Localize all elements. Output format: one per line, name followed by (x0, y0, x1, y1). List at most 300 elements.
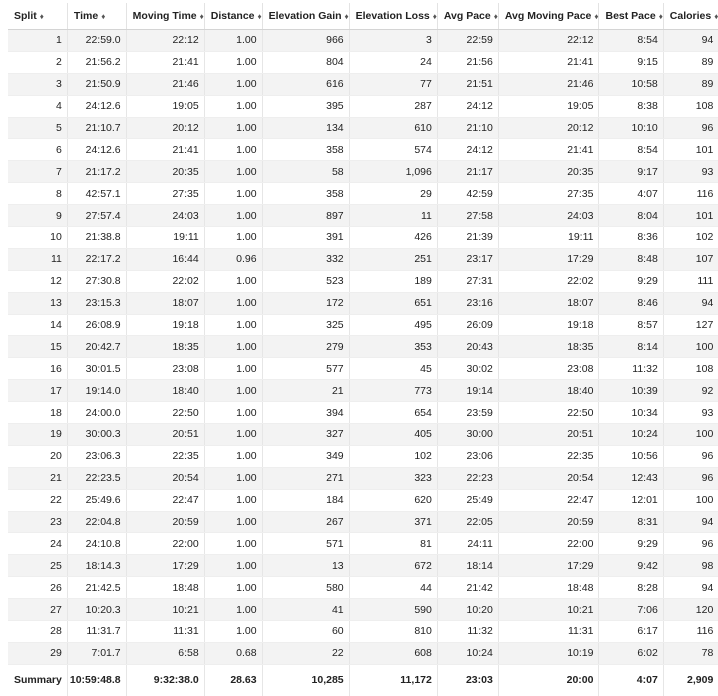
table-cell: 20:51 (498, 424, 599, 446)
table-cell: 22:23 (437, 467, 498, 489)
sort-arrows-icon[interactable]: ♦ (714, 12, 718, 21)
table-row (8, 380, 718, 402)
table-cell: 29 (349, 183, 437, 205)
table-cell: 0.68 (204, 642, 262, 664)
table-body (8, 30, 718, 665)
table-cell: 3 (8, 73, 67, 95)
table-row (8, 205, 718, 227)
table-cell: 3 (349, 30, 437, 52)
sort-arrows-icon[interactable]: ♦ (344, 12, 349, 21)
table-cell: 11:31 (498, 621, 599, 643)
table-cell: 18:14.3 (67, 555, 126, 577)
table-cell: 172 (262, 292, 349, 314)
column-header-label: Moving Time (132, 10, 197, 22)
table-row (8, 161, 718, 183)
table-cell: 1.00 (204, 336, 262, 358)
column-header-label: Distance (210, 10, 255, 22)
table-cell: 20:35 (126, 161, 204, 183)
table-cell: 4 (8, 95, 67, 117)
table-cell: 24:11 (437, 533, 498, 555)
table-cell: 24:00.0 (67, 402, 126, 424)
table-cell: 22:59.0 (67, 30, 126, 52)
table-cell: 108 (663, 95, 718, 117)
table-cell: 16 (8, 358, 67, 380)
table-cell: 15 (8, 336, 67, 358)
table-cell: 22 (8, 489, 67, 511)
table-cell: 96 (663, 467, 718, 489)
table-cell: 93 (663, 161, 718, 183)
table-cell: 20 (8, 445, 67, 467)
table-cell: 29 (8, 642, 67, 664)
table-cell: 10:34 (599, 402, 663, 424)
sort-arrows-icon[interactable]: ♦ (432, 12, 437, 21)
table-cell: 1.00 (204, 73, 262, 95)
table-cell: 18 (8, 402, 67, 424)
table-cell: 27:35 (126, 183, 204, 205)
table-cell: 27:57.4 (67, 205, 126, 227)
table-cell: 1.00 (204, 30, 262, 52)
table-cell: 116 (663, 183, 718, 205)
table-cell: 18:35 (126, 336, 204, 358)
table-row (8, 51, 718, 73)
table-cell: 1.00 (204, 621, 262, 643)
table-cell: 24 (349, 51, 437, 73)
table-cell: 23 (8, 511, 67, 533)
sort-arrows-icon[interactable]: ♦ (594, 12, 599, 21)
table-cell: 22:12 (498, 30, 599, 52)
table-cell: 24:03 (498, 205, 599, 227)
table-cell: 1.00 (204, 511, 262, 533)
table-cell: 21:41 (498, 139, 599, 161)
table-cell: 580 (262, 577, 349, 599)
table-cell: 8:31 (599, 511, 663, 533)
table-cell: 21:17 (437, 161, 498, 183)
table-cell: 93 (663, 402, 718, 424)
table-row (8, 642, 718, 664)
table-cell: 18:40 (126, 380, 204, 402)
table-row (8, 424, 718, 446)
table-cell: 19:14.0 (67, 380, 126, 402)
table-cell: 13 (8, 292, 67, 314)
table-cell: 30:02 (437, 358, 498, 380)
table-row (8, 314, 718, 336)
summary-cell: 10,285 (262, 664, 349, 696)
table-row (8, 599, 718, 621)
column-header-split[interactable] (8, 3, 67, 30)
table-cell: 9:29 (599, 270, 663, 292)
table-cell: 1.00 (204, 599, 262, 621)
table-cell: 1.00 (204, 577, 262, 599)
column-header-label: Calories (669, 10, 712, 22)
table-cell: 966 (262, 30, 349, 52)
table-cell: 897 (262, 205, 349, 227)
table-cell: 523 (262, 270, 349, 292)
table-cell: 58 (262, 161, 349, 183)
table-row (8, 292, 718, 314)
table-cell: 672 (349, 555, 437, 577)
table-row (8, 336, 718, 358)
table-cell: 27:58 (437, 205, 498, 227)
table-cell: 10 (8, 227, 67, 249)
table-cell: 271 (262, 467, 349, 489)
table-cell: 24:12.6 (67, 95, 126, 117)
table-cell: 22:04.8 (67, 511, 126, 533)
table-cell: 18:35 (498, 336, 599, 358)
table-cell: 804 (262, 51, 349, 73)
table-cell: 8:48 (599, 248, 663, 270)
table-cell: 184 (262, 489, 349, 511)
table-row (8, 139, 718, 161)
table-cell: 8:04 (599, 205, 663, 227)
table-cell: 19:11 (498, 227, 599, 249)
table-cell: 608 (349, 642, 437, 664)
table-cell: 11 (349, 205, 437, 227)
column-header-best-pace[interactable] (599, 3, 663, 30)
table-cell: 1.00 (204, 555, 262, 577)
column-header-elevation-gain[interactable] (262, 3, 349, 30)
table-cell: 96 (663, 117, 718, 139)
table-cell: 23:59 (437, 402, 498, 424)
table-cell: 96 (663, 445, 718, 467)
table-cell: 100 (663, 489, 718, 511)
summary-cell: 28.63 (204, 664, 262, 696)
table-cell: 27:30.8 (67, 270, 126, 292)
column-header-moving-time[interactable] (126, 3, 204, 30)
column-header-time[interactable] (67, 3, 126, 30)
table-cell: 1.00 (204, 489, 262, 511)
table-cell: 23:06.3 (67, 445, 126, 467)
table-cell: 251 (349, 248, 437, 270)
table-cell: 24:12 (437, 139, 498, 161)
table-cell: 94 (663, 292, 718, 314)
table-cell: 22:00 (126, 533, 204, 555)
table-cell: 21:38.8 (67, 227, 126, 249)
table-cell: 20:54 (498, 467, 599, 489)
table-row (8, 270, 718, 292)
table-cell: 1.00 (204, 205, 262, 227)
summary-cell: 10:59:48.8 (67, 664, 126, 696)
column-header-label: Elevation Loss (355, 10, 430, 22)
table-cell: 101 (663, 205, 718, 227)
table-cell: 349 (262, 445, 349, 467)
table-cell: 18:07 (498, 292, 599, 314)
table-cell: 391 (262, 227, 349, 249)
table-row (8, 511, 718, 533)
table-cell: 16:44 (126, 248, 204, 270)
table-cell: 20:43 (437, 336, 498, 358)
table-cell: 574 (349, 139, 437, 161)
table-cell: 590 (349, 599, 437, 621)
table-cell: 81 (349, 533, 437, 555)
table-cell: 773 (349, 380, 437, 402)
table-cell: 100 (663, 336, 718, 358)
table-row (8, 577, 718, 599)
table-cell: 1.00 (204, 183, 262, 205)
table-cell: 23:08 (126, 358, 204, 380)
column-header-avg-pace[interactable] (437, 3, 498, 30)
table-cell: 21:56 (437, 51, 498, 73)
table-cell: 21:50.9 (67, 73, 126, 95)
table-cell: 10:56 (599, 445, 663, 467)
table-cell: 11:32 (599, 358, 663, 380)
table-cell: 620 (349, 489, 437, 511)
table-cell: 1.00 (204, 402, 262, 424)
table-cell: 24:12.6 (67, 139, 126, 161)
table-cell: 1.00 (204, 292, 262, 314)
table-cell: 26:09 (437, 314, 498, 336)
table-row (8, 467, 718, 489)
table-cell: 426 (349, 227, 437, 249)
table-cell: 22:50 (498, 402, 599, 424)
table-cell: 9:15 (599, 51, 663, 73)
table-cell: 1.00 (204, 467, 262, 489)
table-cell: 9:29 (599, 533, 663, 555)
table-cell: 17 (8, 380, 67, 402)
table-cell: 28 (8, 621, 67, 643)
table-cell: 120 (663, 599, 718, 621)
table-cell: 41 (262, 599, 349, 621)
table-cell: 1.00 (204, 227, 262, 249)
table-cell: 9:42 (599, 555, 663, 577)
table-cell: 11:31.7 (67, 621, 126, 643)
summary-cell: 20:00 (498, 664, 599, 696)
table-cell: 21 (8, 467, 67, 489)
table-cell: 22:02 (126, 270, 204, 292)
table-cell: 19:18 (498, 314, 599, 336)
table-cell: 18:48 (126, 577, 204, 599)
table-cell: 6 (8, 139, 67, 161)
table-cell: 8:28 (599, 577, 663, 599)
table-cell: 10:24 (599, 424, 663, 446)
table-cell: 25:49 (437, 489, 498, 511)
table-cell: 19 (8, 424, 67, 446)
table-cell: 19:11 (126, 227, 204, 249)
summary-cell: 11,172 (349, 664, 437, 696)
table-cell: 8 (8, 183, 67, 205)
table-cell: 20:59 (126, 511, 204, 533)
table-cell: 20:59 (498, 511, 599, 533)
table-cell: 17:29 (498, 248, 599, 270)
table-cell: 189 (349, 270, 437, 292)
table-cell: 30:00.3 (67, 424, 126, 446)
table-cell: 0.96 (204, 248, 262, 270)
table-cell: 287 (349, 95, 437, 117)
table-cell: 1.00 (204, 424, 262, 446)
table-cell: 21:41 (126, 139, 204, 161)
table-cell: 44 (349, 577, 437, 599)
table-cell: 1.00 (204, 51, 262, 73)
table-cell: 21:41 (126, 51, 204, 73)
table-cell: 22:47 (126, 489, 204, 511)
table-cell: 8:14 (599, 336, 663, 358)
column-header-label: Best Pace (605, 10, 656, 22)
table-row (8, 358, 718, 380)
table-cell: 78 (663, 642, 718, 664)
table-cell: 21:42.5 (67, 577, 126, 599)
table-cell: 10:10 (599, 117, 663, 139)
table-cell: 11:31 (126, 621, 204, 643)
table-cell: 8:54 (599, 139, 663, 161)
table-cell: 26 (8, 577, 67, 599)
table-cell: 8:36 (599, 227, 663, 249)
table-cell: 22:47 (498, 489, 599, 511)
table-cell: 24:10.8 (67, 533, 126, 555)
table-cell: 577 (262, 358, 349, 380)
table-cell: 23:15.3 (67, 292, 126, 314)
table-cell: 24 (8, 533, 67, 555)
table-cell: 13 (262, 555, 349, 577)
table-cell: 12:01 (599, 489, 663, 511)
table-cell: 323 (349, 467, 437, 489)
table-cell: 1.00 (204, 161, 262, 183)
table-row (8, 533, 718, 555)
table-row (8, 117, 718, 139)
table-cell: 102 (663, 227, 718, 249)
table-cell: 10:21 (498, 599, 599, 621)
table-cell: 654 (349, 402, 437, 424)
table-cell: 94 (663, 30, 718, 52)
table-cell: 20:54 (126, 467, 204, 489)
table-cell: 332 (262, 248, 349, 270)
table-row (8, 445, 718, 467)
table-cell: 1.00 (204, 380, 262, 402)
table-cell: 77 (349, 73, 437, 95)
table-cell: 11:32 (437, 621, 498, 643)
table-cell: 8:57 (599, 314, 663, 336)
table-cell: 89 (663, 51, 718, 73)
table-cell: 19:14 (437, 380, 498, 402)
sort-arrows-icon[interactable]: ♦ (39, 12, 44, 21)
table-cell: 6:58 (126, 642, 204, 664)
table-cell: 22:23.5 (67, 467, 126, 489)
table-cell: 10:20 (437, 599, 498, 621)
table-cell: 22:00 (498, 533, 599, 555)
summary-cell: 23:03 (437, 664, 498, 696)
table-cell: 134 (262, 117, 349, 139)
table-cell: 21:46 (126, 73, 204, 95)
table-cell: 8:46 (599, 292, 663, 314)
table-cell: 20:35 (498, 161, 599, 183)
table-cell: 495 (349, 314, 437, 336)
table-cell: 17:29 (498, 555, 599, 577)
table-cell: 26:08.9 (67, 314, 126, 336)
table-cell: 651 (349, 292, 437, 314)
column-header-distance[interactable] (204, 3, 262, 30)
summary-label: Summary (8, 664, 67, 696)
table-cell: 17:29 (126, 555, 204, 577)
table-row (8, 227, 718, 249)
table-cell: 92 (663, 380, 718, 402)
table-cell: 1,096 (349, 161, 437, 183)
table-cell: 5 (8, 117, 67, 139)
sort-arrows-icon[interactable]: ♦ (658, 12, 663, 21)
table-cell: 571 (262, 533, 349, 555)
table-cell: 23:08 (498, 358, 599, 380)
table-cell: 12:43 (599, 467, 663, 489)
table-cell: 1.00 (204, 117, 262, 139)
table-cell: 30:00 (437, 424, 498, 446)
table-cell: 9:17 (599, 161, 663, 183)
table-cell: 98 (663, 555, 718, 577)
table-cell: 19:05 (498, 95, 599, 117)
column-header-label: Avg Pace (443, 10, 491, 22)
table-cell: 21:56.2 (67, 51, 126, 73)
table-cell: 21:10.7 (67, 117, 126, 139)
table-cell: 25 (8, 555, 67, 577)
table-cell: 22:50 (126, 402, 204, 424)
table-cell: 327 (262, 424, 349, 446)
table-cell: 371 (349, 511, 437, 533)
table-cell: 27:35 (498, 183, 599, 205)
column-header-avg-moving-pace[interactable] (498, 3, 599, 30)
table-cell: 22:35 (126, 445, 204, 467)
table-cell: 810 (349, 621, 437, 643)
table-row (8, 73, 718, 95)
table-cell: 22:59 (437, 30, 498, 52)
table-cell: 1.00 (204, 139, 262, 161)
table-cell: 7:06 (599, 599, 663, 621)
table-cell: 1.00 (204, 314, 262, 336)
table-row (8, 95, 718, 117)
table-cell: 24:12 (437, 95, 498, 117)
table-cell: 8:38 (599, 95, 663, 117)
table-cell: 1.00 (204, 358, 262, 380)
table-cell: 1.00 (204, 95, 262, 117)
table-row (8, 30, 718, 52)
table-cell: 8:54 (599, 30, 663, 52)
table-cell: 7 (8, 161, 67, 183)
table-cell: 107 (663, 248, 718, 270)
table-row (8, 621, 718, 643)
table-cell: 353 (349, 336, 437, 358)
table-cell: 19:05 (126, 95, 204, 117)
table-cell: 279 (262, 336, 349, 358)
table-cell: 18:14 (437, 555, 498, 577)
sort-arrows-icon[interactable]: ♦ (493, 12, 498, 21)
table-cell: 96 (663, 533, 718, 555)
table-cell: 30:01.5 (67, 358, 126, 380)
table-cell: 42:57.1 (67, 183, 126, 205)
table-cell: 25:49.6 (67, 489, 126, 511)
splits-table (8, 3, 718, 696)
table-cell: 358 (262, 139, 349, 161)
table-cell: 102 (349, 445, 437, 467)
table-cell: 108 (663, 358, 718, 380)
column-header-label: Avg Moving Pace (504, 10, 592, 22)
table-cell: 22:35 (498, 445, 599, 467)
sort-arrows-icon[interactable]: ♦ (257, 12, 262, 21)
table-row (8, 402, 718, 424)
column-header-elevation-loss[interactable] (349, 3, 437, 30)
column-header-label: Elevation Gain (268, 10, 342, 22)
table-cell: 23:06 (437, 445, 498, 467)
table-cell: 20:12 (498, 117, 599, 139)
column-header-calories[interactable] (663, 3, 718, 30)
table-cell: 21:46 (498, 73, 599, 95)
table-cell: 21 (262, 380, 349, 402)
table-cell: 395 (262, 95, 349, 117)
table-cell: 23:17 (437, 248, 498, 270)
sort-arrows-icon[interactable]: ♦ (101, 12, 106, 21)
sort-arrows-icon[interactable]: ♦ (199, 12, 204, 21)
table-cell: 325 (262, 314, 349, 336)
table-cell: 42:59 (437, 183, 498, 205)
table-cell: 1.00 (204, 445, 262, 467)
table-cell: 94 (663, 511, 718, 533)
table-cell: 45 (349, 358, 437, 380)
table-cell: 10:24 (437, 642, 498, 664)
table-cell: 4:07 (599, 183, 663, 205)
